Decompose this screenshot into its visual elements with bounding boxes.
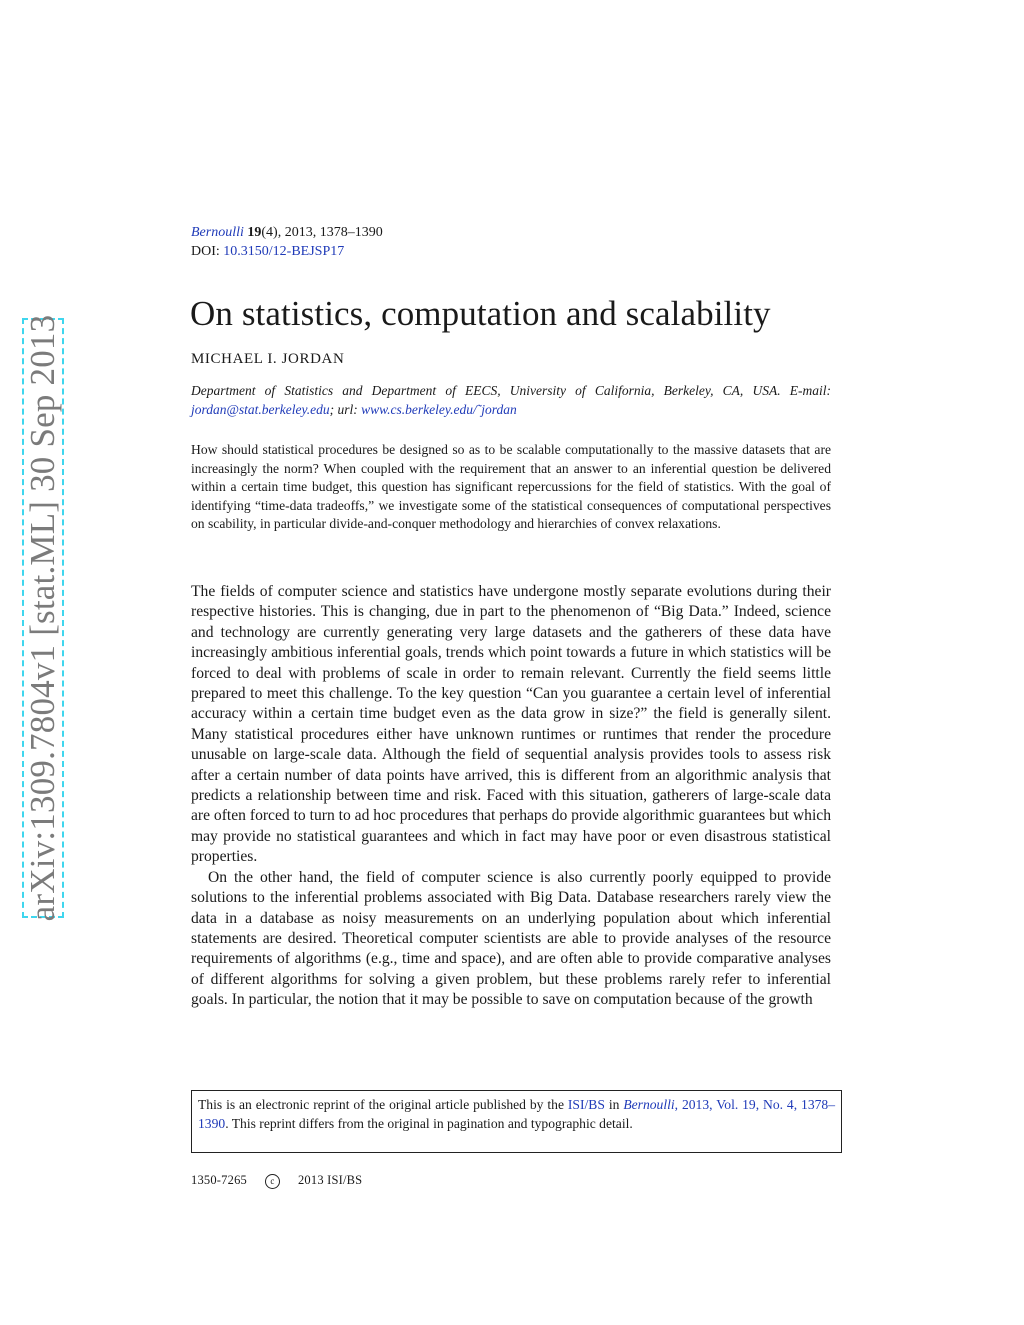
- reprint-citation-link[interactable]: , 2013, Vol. 19, No. 4, 1378–1390: [198, 1097, 836, 1131]
- journal-issue: (4), 2013, 1378–1390: [261, 225, 383, 240]
- journal-citation: [191, 223, 383, 242]
- affiliation-text: Department of Statistics and Department of EECS, University of California, Berkeley, CA, USA. E-mail:: [191, 383, 831, 398]
- copyright-icon: c: [265, 1174, 280, 1189]
- journal-name-link[interactable]: Bernoulli: [191, 225, 244, 240]
- issn: 1350-7265: [191, 1173, 247, 1187]
- author-name: MICHAEL I. JORDAN: [191, 351, 345, 367]
- url-label: ; url:: [329, 402, 358, 417]
- copyright-text: 2013 ISI/BS: [297, 1173, 363, 1187]
- publisher-link[interactable]: ISI/BS: [567, 1097, 605, 1112]
- reprint-text-2: in: [608, 1097, 620, 1112]
- journal-volume: 19: [247, 225, 262, 240]
- body-paragraph-1: The fields of computer science and statistics have undergone mostly separate evolutions during their respective histories. This is changing, due in part to the phenomenon of “Big Data.” Indeed, science and technology are currently generating very large datasets and the gatherers of these data have increasingly ambitious inferential goals, trends which point towards a future in which statistics will be forced to deal with problems of scale in order to remain relevant. Currently the field seems little prepared to meet this challenge. To the key question “Can you guarantee a certain level of inferential accuracy within a certain time budget even as the data grow in size?” the field is generally silent. Many statistical procedures either have unknown runtimes or runtimes that render the procedure unusable on large-scale data. Although the field of sequential analysis provides tools to assess risk after a certain number of data points have arrived, this is different from an algorithmic analysis that predicts a relationship between time and risk. Faced with this situation, gatherers of large-scale data are often forced to turn to ad hoc procedures that perhaps do provide algorithmic guarantees but which may provide no statistical guarantees and which in fact may have poor or even disastrous statistical properties.: [191, 583, 831, 866]
- paper-title: On statistics, computation and scalability: [190, 294, 771, 333]
- journal-header: [191, 223, 383, 261]
- reprint-notice: [191, 1090, 842, 1153]
- homepage-link[interactable]: www.cs.berkeley.edu/˜jordan: [361, 402, 517, 417]
- reprint-text-3: . This reprint differs from the original in pagination and typographic detail.: [225, 1115, 633, 1131]
- body-text: [191, 582, 831, 1011]
- abstract: How should statistical procedures be designed so as to be scalable computationally to the massive datasets that are increasingly the norm? When coupled with the requirement that an answer to an inferential question be delivered within a certain time budget, this question has significant repercussions for the field of statistics. With the goal of identifying “time-data tradeoffs,” we investigate some of the statistical consequences of computational perspectives on scability, in particular divide-and-conquer methodology and hierarchies of convex relaxations.: [191, 442, 831, 532]
- doi-label: DOI:: [191, 244, 220, 259]
- author-affiliation: [191, 381, 831, 419]
- doi-link[interactable]: 10.3150/12-BEJSP17: [223, 244, 345, 259]
- arxiv-identifier[interactable]: arXiv:1309.7804v1 [stat.ML] 30 Sep 2013: [23, 314, 62, 922]
- email-link[interactable]: jordan@stat.berkeley.edu: [191, 402, 330, 417]
- body-paragraph-2: On the other hand, the field of computer science is also currently poorly equipped to provide solutions to the inferential problems associated with Big Data. Database researchers rarely view the data in a database as noisy measurements on an underlying population about which inferential statements are desired. Theoretical computer scientists are able to provide analyses of the resource requirements of algorithms (e.g., time and space), and are often able to provide comparative analyses of different algorithms for solving a given problem, but these problems rarely refer to inferential goals. In particular, the notion that it may be possible to save on computation because of the growth: [191, 868, 831, 1009]
- page-footer: [191, 1173, 362, 1189]
- reprint-text-1: This is an electronic reprint of the original article published by the: [198, 1097, 564, 1112]
- doi-line: [191, 242, 383, 261]
- reprint-journal-link[interactable]: Bernoulli: [623, 1097, 675, 1112]
